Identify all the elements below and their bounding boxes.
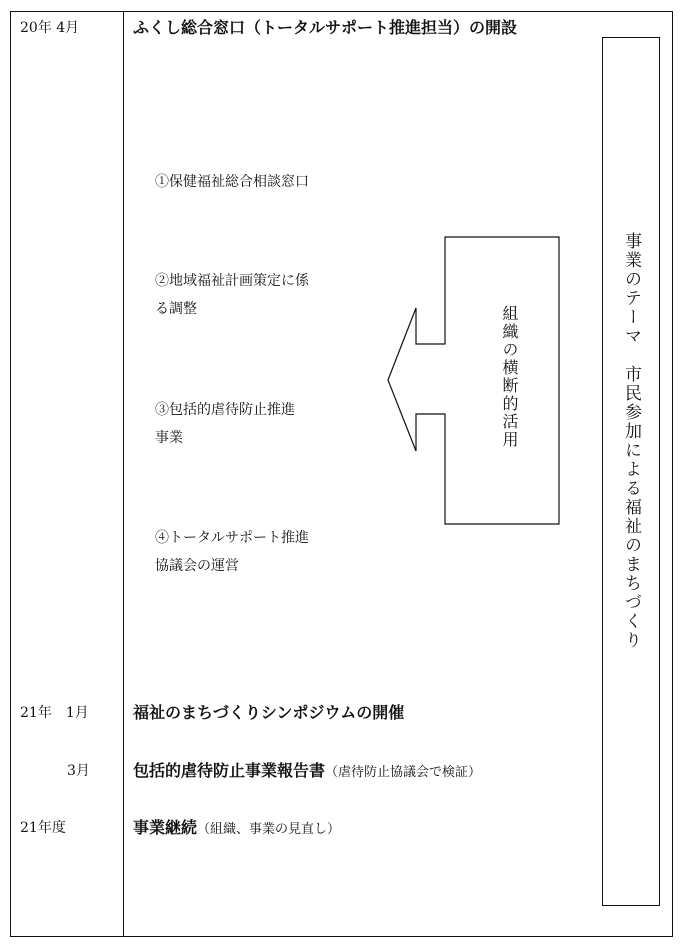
timeline-event-3 (133, 758, 481, 781)
item-4-line1: ④トータルサポート推進 (155, 530, 309, 546)
theme-text: 事業のテーマ 市民参加による福祉のまちづくり (621, 232, 641, 650)
item-3 (155, 396, 295, 452)
item-4-line2: 協議会の運営 (155, 558, 239, 574)
timeline-event-4-title: 事業継続 (133, 818, 198, 837)
arrow-label: 組織の横断的活用 (500, 305, 519, 449)
item-2-line2: る調整 (155, 301, 197, 317)
item-4 (155, 524, 309, 580)
document-frame (10, 11, 673, 937)
item-3-line1: ③包括的虐待防止推進 (155, 402, 295, 418)
item-2-line1: ②地域福祉計画策定に係 (155, 273, 309, 289)
timeline-event-4 (133, 815, 340, 838)
item-1-line1: ①保健福祉総合相談窓口 (155, 174, 309, 190)
timeline-event-3-title: 包括的虐待防止事業報告書 (133, 761, 326, 780)
timeline-date-2: 21年 1月 (20, 705, 89, 721)
item-2 (155, 267, 309, 323)
timeline-event-2 (133, 700, 404, 723)
timeline-date-1: 20年 4月 (20, 20, 80, 36)
item-1 (155, 168, 309, 196)
column-divider (123, 11, 124, 937)
timeline-event-4-note: （組織、事業の見直し） (197, 822, 341, 837)
timeline-date-4: 21年度 (20, 820, 66, 836)
timeline-event-1 (133, 15, 517, 38)
timeline-event-1-title: ふくし総合窓口（トータルサポート推進担当）の開設 (133, 18, 518, 37)
timeline-date-3: 3月 (67, 763, 90, 779)
timeline-event-3-note: （虐待防止協議会で検証） (325, 765, 482, 780)
item-3-line2: 事業 (155, 430, 183, 446)
left-arrow-icon (385, 236, 563, 526)
timeline-event-2-title: 福祉のまちづくりシンポジウムの開催 (133, 703, 405, 722)
